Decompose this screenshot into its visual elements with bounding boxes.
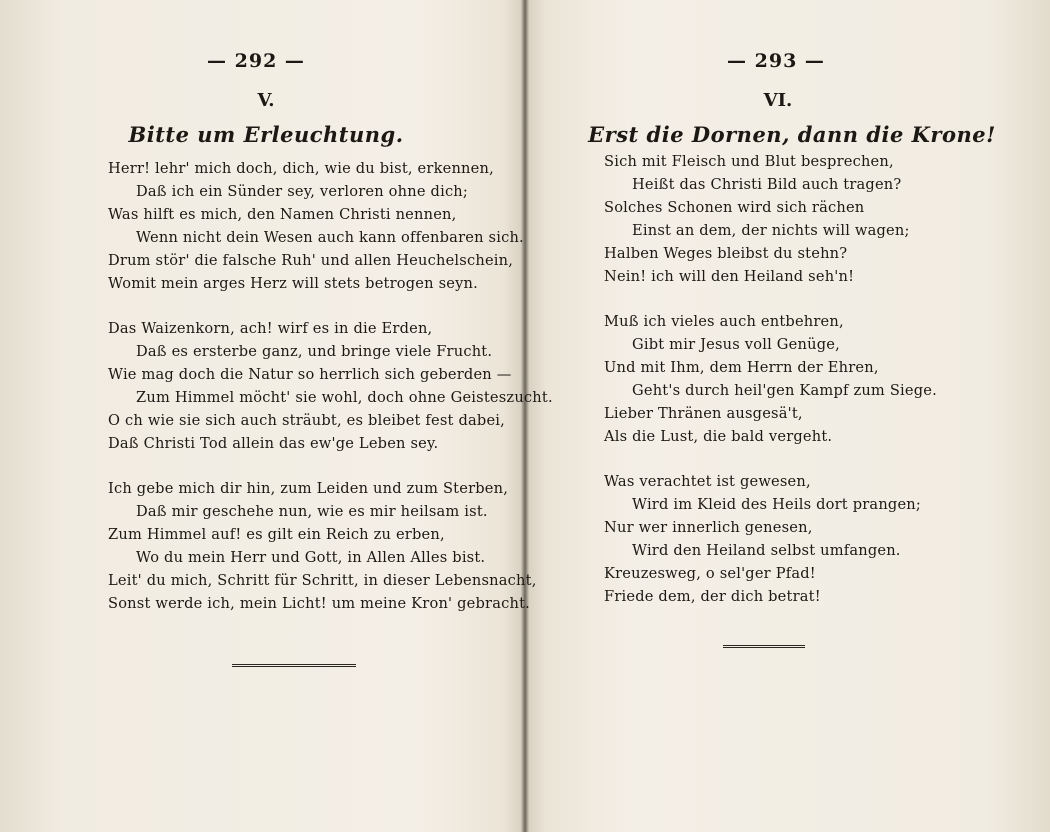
poem-line: O ch wie sie sich auch sträubt, es bleibet fest dabei, bbox=[108, 412, 505, 429]
poem-line: Sonst werde ich, mein Licht! um meine Kron' gebracht. bbox=[108, 595, 530, 612]
poem-numeral: V. bbox=[257, 90, 275, 111]
poem-line: Herr! lehr' mich doch, dich, wie du bist, erkennen, bbox=[108, 160, 494, 177]
section-divider bbox=[232, 664, 356, 667]
poem-line: Zum Himmel möcht' sie wohl, doch ohne Geisteszucht. bbox=[136, 389, 553, 406]
stanza bbox=[108, 157, 553, 295]
poem-line: Und mit Ihm, dem Herrn der Ehren, bbox=[604, 359, 879, 376]
stanza bbox=[604, 470, 937, 608]
poem-line: Wird den Heiland selbst umfangen. bbox=[632, 542, 901, 559]
poem-line: Solches Schonen wird sich rächen bbox=[604, 199, 865, 216]
poem-line: Wie mag doch die Natur so herrlich sich geberden — bbox=[108, 366, 512, 383]
poem-line: Muß ich vieles auch entbehren, bbox=[604, 313, 844, 330]
poem-line: Einst an dem, der nichts will wagen; bbox=[632, 222, 910, 239]
poem-line: Als die Lust, die bald vergeht. bbox=[604, 428, 833, 445]
stanza bbox=[108, 317, 553, 455]
poem-line: Daß mir geschehe nun, wie es mir heilsam ist. bbox=[136, 503, 488, 520]
poem-line: Wird im Kleid des Heils dort prangen; bbox=[632, 496, 922, 513]
poem-line: Kreuzesweg, o sel'ger Pfad! bbox=[604, 565, 816, 582]
stanza bbox=[108, 477, 553, 615]
poem-line: Daß ich ein Sünder sey, verloren ohne dich; bbox=[136, 183, 469, 200]
poem-title: Bitte um Erleuchtung. bbox=[128, 122, 404, 147]
poem-line: Heißt das Christi Bild auch tragen? bbox=[632, 176, 902, 193]
poem-line: Wenn nicht dein Wesen auch kann offenbaren sich. bbox=[136, 229, 524, 246]
poem-line: Daß es ersterbe ganz, und bringe viele Frucht. bbox=[136, 343, 493, 360]
poem-line: Nur wer innerlich genesen, bbox=[604, 519, 813, 536]
poem-line: Nein! ich will den Heiland seh'n! bbox=[604, 268, 855, 285]
poem-line: Daß Christi Tod allein das ew'ge Leben sey. bbox=[108, 435, 439, 452]
poem-numeral: VI. bbox=[763, 90, 793, 111]
poem-line: Gibt mir Jesus voll Genüge, bbox=[632, 336, 840, 353]
poem-line: Friede dem, der dich betrat! bbox=[604, 588, 821, 605]
stanza bbox=[604, 150, 937, 288]
poem-line: Was hilft es mich, den Namen Christi nennen, bbox=[108, 206, 457, 223]
poem-body bbox=[108, 157, 553, 637]
poem-line: Wo du mein Herr und Gott, in Allen Alles bist. bbox=[136, 549, 486, 566]
poem-line: Halben Weges bleibst du stehn? bbox=[604, 245, 848, 262]
poem-line: Das Waizenkorn, ach! wirf es in die Erden, bbox=[108, 320, 433, 337]
poem-line: Womit mein arges Herz will stets betrogen seyn. bbox=[108, 275, 478, 292]
page-number: — 292 — bbox=[207, 50, 305, 72]
poem-line: Zum Himmel auf! es gilt ein Reich zu erben, bbox=[108, 526, 445, 543]
poem-line: Lieber Thränen ausgesä't, bbox=[604, 405, 803, 422]
poem-line: Sich mit Fleisch und Blut besprechen, bbox=[604, 153, 894, 170]
poem-line: Drum stör' die falsche Ruh' und allen Heuchelschein, bbox=[108, 252, 514, 269]
poem-body bbox=[604, 150, 937, 630]
poem-title: Erst die Dornen, dann die Krone! bbox=[588, 122, 996, 147]
poem-line: Ich gebe mich dir hin, zum Leiden und zum Sterben, bbox=[108, 480, 509, 497]
right-page bbox=[526, 0, 1050, 832]
poem-line: Leit' du mich, Schritt für Schritt, in dieser Lebensnacht, bbox=[108, 572, 537, 589]
stanza bbox=[604, 310, 937, 448]
poem-line: Was verachtet ist gewesen, bbox=[604, 473, 811, 490]
section-divider bbox=[723, 645, 805, 648]
poem-line: Geht's durch heil'gen Kampf zum Siege. bbox=[632, 382, 937, 399]
page-number: — 293 — bbox=[727, 50, 825, 72]
